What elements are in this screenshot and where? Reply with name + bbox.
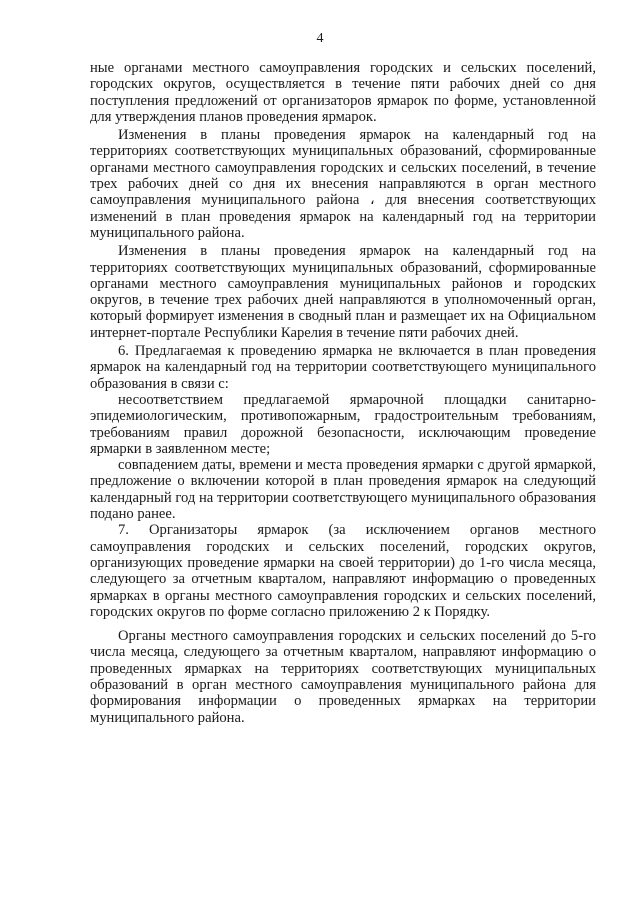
paragraph-item-6: 6. Предлагаемая к проведению ярмарка не включается в план проведения ярмарок на календарный год на территории соответствующего муниципального образования в связи с: [90, 343, 596, 392]
paragraph-reason-coincidence: совпадением даты, времени и места проведения ярмарки с другой ярмаркой, предложение о включении которой в план проведения ярмарок на следующий календарный год на территории соответствующего муниципального образования подано ранее. [90, 457, 596, 523]
paragraph-local-authorities: Органы местного самоуправления городских и сельских поселений до 5-го числа месяца, следующего за отчетным кварталом, направляют информацию о проведенных ярмарках на территориях соответствующих муниципальных образований в орган местного самоуправления муниципального района для формирования информации о проведенных ярмарках на территории муниципального района. [90, 628, 596, 726]
paragraph-item-7: 7. Организаторы ярмарок (за исключением органов местного самоуправления городских и сельских поселений, городских округов, организующих проведение ярмарки на своей территории) до 1-го числа месяца, следующего за отчетным кварталом, направляют информацию о проведенных ярмарках в органы местного самоуправления городских и сельских поселений, городских округов по форме согласно приложению 2 к Порядку. [90, 522, 596, 620]
page-number: 4 [316, 31, 324, 46]
paragraph-settlement-changes: Изменения в планы проведения ярмарок на календарный год на территориях соответствующих муниципальных образований, сформированные органами местного самоуправления городских и сельских поселений, в течение трех рабочих дней со дня их внесения направляются в орган местного самоуправления муниципального района ، для внесения соответствующих изменений в план проведения ярмарок на календарный год на территории муниципального района. [90, 127, 596, 241]
document-body [90, 60, 596, 726]
paragraph-continuation: ные органами местного самоуправления городских и сельских поселений, городских округов, осуществляется в течение пяти рабочих дней со дня поступления предложений от организаторов ярмарок по форме, установленной для утверждения планов проведения ярмарок. [90, 60, 596, 125]
paragraph-district-changes: Изменения в планы проведения ярмарок на календарный год на территориях соответствующих муниципальных образований, сформированные органами местного самоуправления муниципальных районов и городских округов, в течение трех рабочих дней направляются в уполномоченный орган, который формирует изменения в сводный план и размещает их на Официальном интернет-портале Республики Карелия в течение пяти рабочих дней. [90, 243, 596, 341]
paragraph-reason-nonconformity: несоответствием предлагаемой ярмарочной площадки санитарно-эпидемиологическим, противопожарным, градостроительным требованиям, требованиям правил дорожной безопасности, исключающим проведение ярмарки в заявленном месте; [90, 391, 596, 457]
